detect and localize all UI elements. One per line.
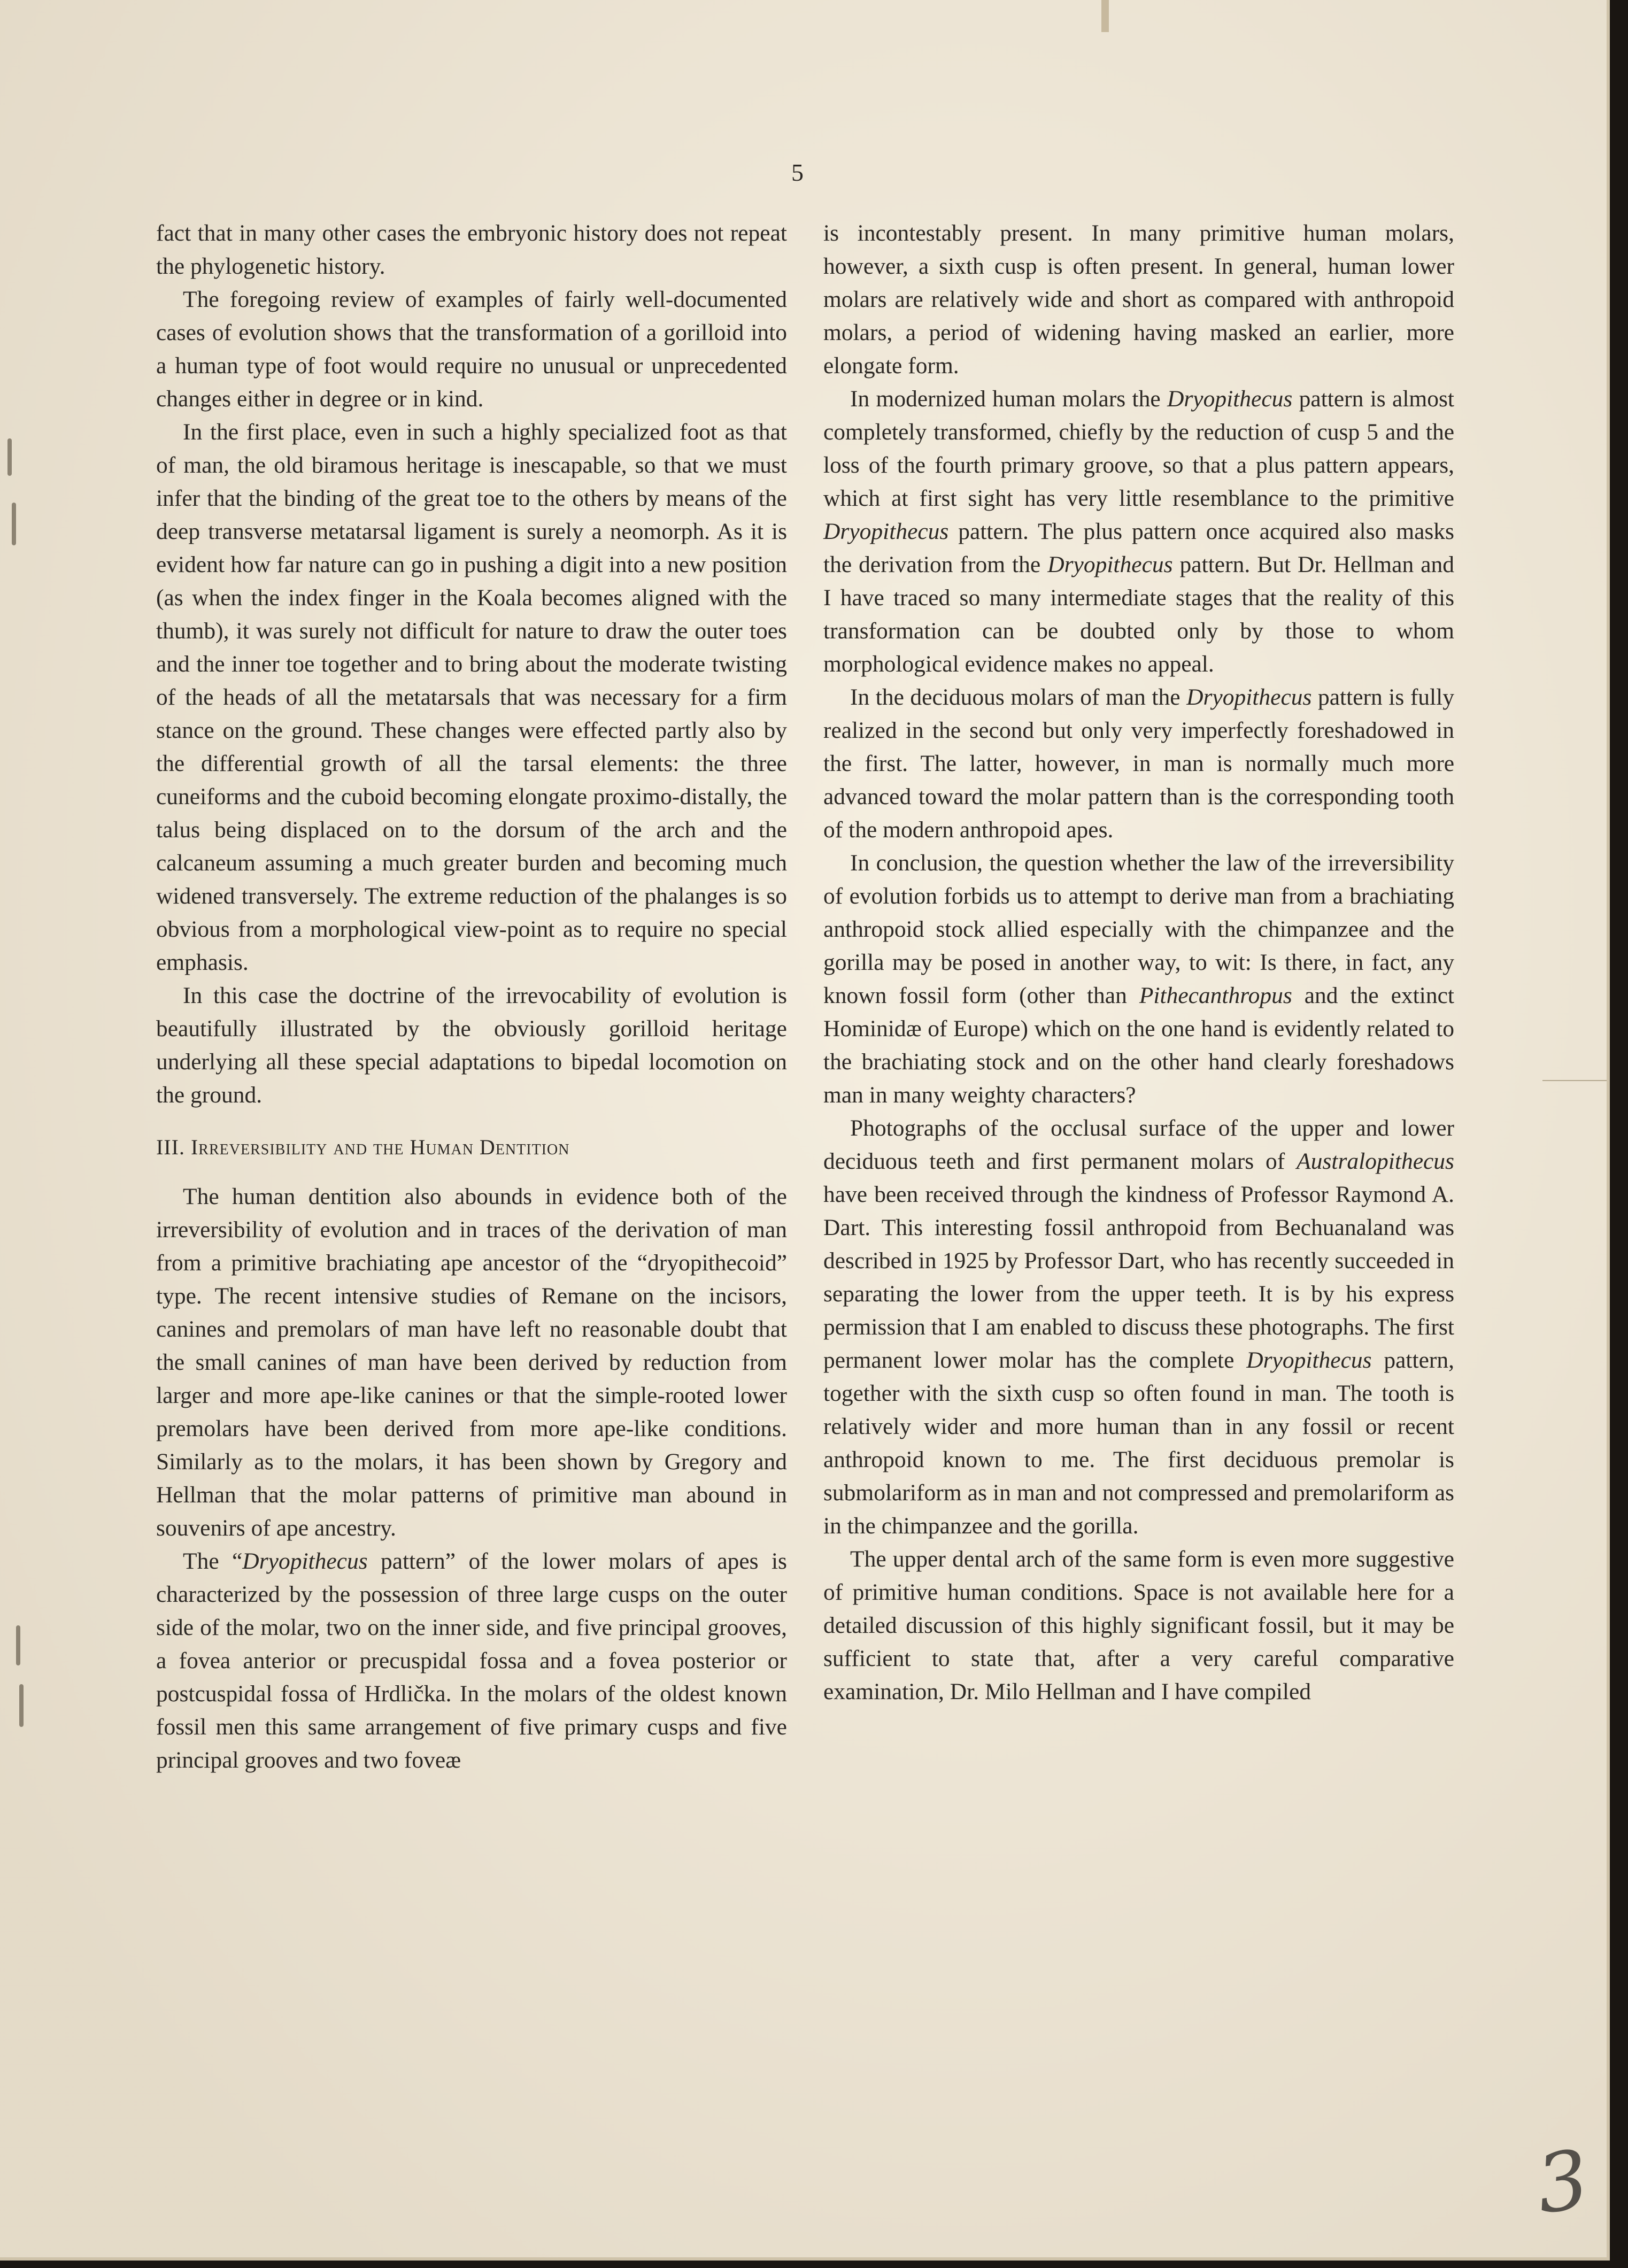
section-heading xyxy=(156,1131,787,1164)
right-paragraph-4 xyxy=(823,846,1454,1112)
handwritten-page-mark: 3 xyxy=(1531,2133,1595,2232)
italic-term: Dryopithecus xyxy=(823,519,949,544)
staple-mark-lower-2 xyxy=(19,1684,24,1727)
left-paragraph-3: In the first place, even in such a highly specialized foot as that of man, the old biramous heritage is inescapable, so that we must infer that the binding of the great toe to the others by means of the deep transverse metatarsal ligament is surely a neomorph. As it is evident how far nature can go in pushing a digit into a new position (as when the index finger in the Koala becomes aligned with the thumb), it was surely not difficult for nature to draw the outer toes and the inner toe together and to bring about the moderate twisting of the heads of all the metatarsals that was necessary for a firm stance on the ground. These changes were effected partly also by the differential growth of all the tarsal elements: the three cuneiforms and the cuboid becoming elongate proximo-distally, the talus being displaced on to the dorsum of the arch and the calcaneum assuming a much greater burden and becoming much widened transversely. The extreme reduction of the phalanges is so obvious from a morphological view-point as to require no special emphasis. xyxy=(156,419,787,975)
text-run: pattern is fully realized in the second but only very imperfectly foreshadowed in the first. The latter, however, in man is normally much more advanced toward the molar pattern than is the corresponding tooth of the modern anthropoid apes. xyxy=(823,684,1454,843)
section-heading-text: Irreversibility and the Human Dentition xyxy=(190,1135,570,1159)
paper-fold-line xyxy=(1542,1080,1607,1081)
text-run: and the extinct Hominidæ of Europe) which on the one hand is evidently related to the brachiating stock and on the other hand clearly foreshadows man in many weighty characters? xyxy=(823,983,1454,1108)
text-run: pattern. But Dr. Hellman and I have traced so many intermediate stages that the reality of this transformation can be doubted only by those to whom morphological evidence makes no appeal. xyxy=(823,552,1455,677)
right-paragraph-2 xyxy=(823,382,1454,681)
italic-term: Australopithecus xyxy=(1297,1148,1454,1174)
left-paragraph-1: fact that in many other cases the embryonic history does not repeat the phylogenetic history. xyxy=(156,220,787,279)
right-column xyxy=(823,217,1454,1708)
left-paragraph-4: In this case the doctrine of the irrevocability of evolution is beautifully illustrated by the obviously gorilloid heritage underlying all these special adaptations to bipedal locomotion on the ground. xyxy=(156,983,787,1108)
staple-mark-upper xyxy=(7,438,12,476)
text-run: The “ xyxy=(183,1548,243,1574)
italic-term: Dryopithecus xyxy=(1246,1347,1372,1373)
left-paragraph-5: The human dentition also abounds in evidence both of the irreversibility of evolution and in traces of the derivation of man from a primitive brachiating ape ancestor of the “dryopithecoid” type. The recent intensive studies of Remane on the incisors, canines and premolars of man have left no reasonable doubt that the small canines of man have been derived by reduction from larger and more ape-like canines or that the simple-rooted lower premolars have been derived from more ape-like conditions. Similarly as to the molars, it has been shown by Gregory and Hellman that the molar patterns of primitive man abound in souvenirs of ape ancestry. xyxy=(156,1184,787,1541)
right-paragraph-5 xyxy=(823,1112,1454,1542)
italic-term: Dryopithecus xyxy=(1186,684,1312,710)
text-run: pattern. The plus pattern once acquired also masks the derivation from the xyxy=(823,519,1454,577)
italic-term: Dryopithecus xyxy=(242,1548,368,1574)
text-run: In the deciduous molars of man the xyxy=(850,684,1187,710)
paper-tab xyxy=(1101,0,1109,32)
right-paragraph-3 xyxy=(823,681,1454,846)
text-run: pattern, together with the sixth cusp so often found in man. The tooth is relatively wider and more human than in any fossil or recent anthropoid known to me. The first deciduous premolar is submolariform as in man and not compressed and premolariform as in the chimpanzee and the gorilla. xyxy=(823,1347,1454,1539)
staple-mark-lower xyxy=(16,1625,20,1665)
text-run: In modernized human molars the xyxy=(850,386,1167,412)
italic-term: Dryopithecus xyxy=(1167,386,1293,412)
left-paragraph-6 xyxy=(156,1545,787,1777)
text-run: have been received through the kindness of Professor Raymond A. Dart. This interesting fossil anthropoid from Bechuanaland was described in 1925 by Professor Dart, who has recently succeeded in separating the lower from the upper teeth. It is by his express permission that I am enabled to discuss these photographs. The first permanent lower molar has the complete xyxy=(823,1182,1454,1373)
right-paragraph-6: The upper dental arch of the same form is even more suggestive of primitive human conditions. Space is not available here for a detailed discussion of this highly significant fossil, but it may be sufficient to state that, after a very careful comparative examination, Dr. Milo Hellman and I have compiled xyxy=(823,1546,1454,1704)
text-run: Photographs of the occlusal surface of the upper and lower deciduous teeth and first permanent molars of xyxy=(823,1115,1454,1174)
italic-term: Dryopithecus xyxy=(1047,552,1173,577)
text-run: pattern is almost completely transformed, chiefly by the reduction of cusp 5 and the loss of the fourth primary groove, so that a plus pattern appears, which at first sight has very little resemblance to the primitive xyxy=(823,386,1455,511)
left-paragraph-2: The foregoing review of examples of fairly well-documented cases of evolution shows that the transformation of a gorilloid into a human type of foot would require no unusual or unprecedented changes either in degree or in kind. xyxy=(156,287,787,412)
staple-mark-upper-2 xyxy=(12,503,16,545)
right-paragraph-1: is incontestably present. In many primitive human molars, however, a sixth cusp is often present. In general, human lower molars are relatively wide and short as compared with anthropoid molars, a period of widening having masked an earlier, more elongate form. xyxy=(823,220,1454,379)
section-heading-numeral: III. xyxy=(156,1135,185,1159)
left-column xyxy=(156,217,787,1777)
text-run: pattern” of the lower molars of apes is characterized by the possession of three large cusps on the outer side of the molar, two on the inner side, and five principal grooves, a fovea anterior or precuspidal fossa and a fovea posterior or postcuspidal fossa of Hrdlička. In the molars of the oldest known fossil men this same arrangement of five primary cusps and five principal grooves and two foveæ xyxy=(156,1548,787,1773)
italic-term: Pithecanthropus xyxy=(1139,983,1292,1008)
text-run: In conclusion, the question whether the law of the irreversibility of evolution forbids us to attempt to derive man from a brachiating anthropoid stock allied especially with the chimpanzee and the gorilla may be posed in another way, to wit: Is there, in fact, any known fossil form (other than xyxy=(823,850,1454,1008)
page-number: 5 xyxy=(791,159,804,186)
